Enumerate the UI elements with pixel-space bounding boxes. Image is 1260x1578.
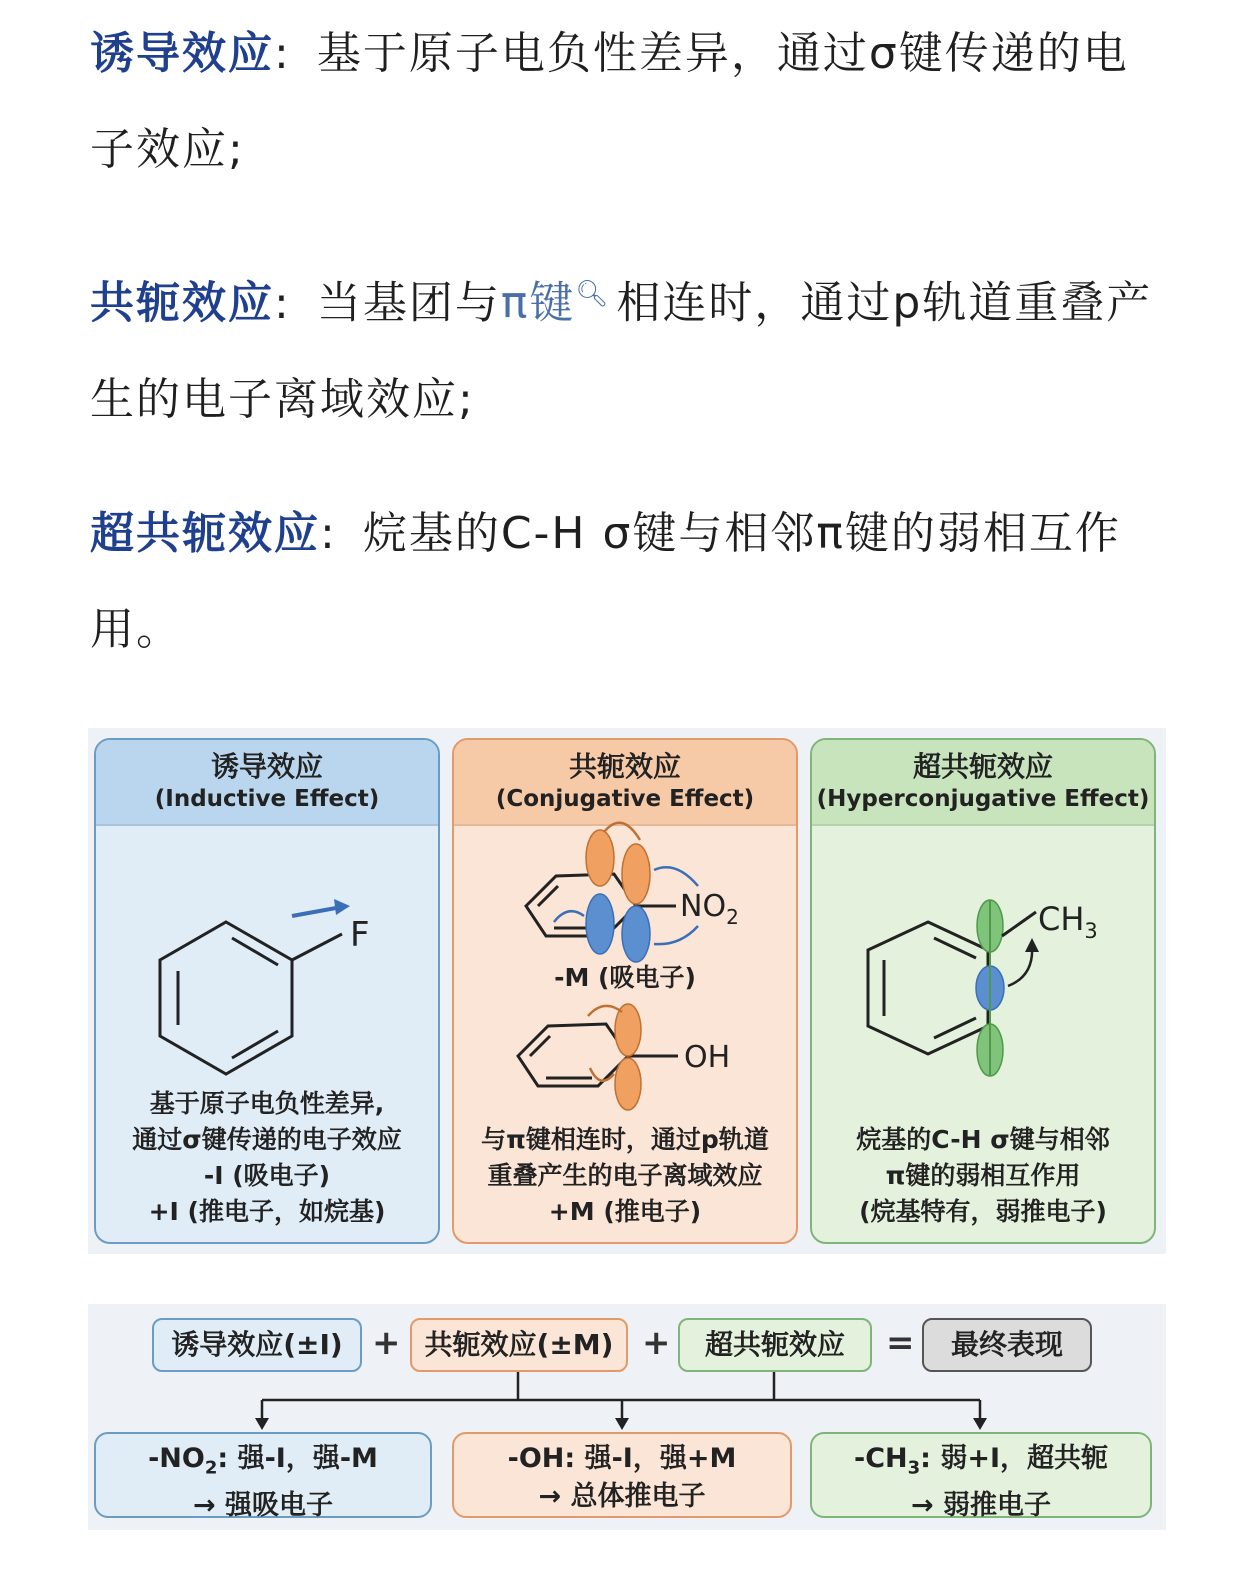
panel-hyperconjugative — [810, 738, 1156, 1244]
desc-line: -I (吸电子) — [203, 1161, 331, 1190]
plus-operator: + — [372, 1323, 401, 1363]
desc-line: (烷基特有，弱推电子) — [859, 1197, 1107, 1226]
arrow-head-icon — [334, 899, 350, 915]
hydroxyl-label: OH — [684, 1040, 731, 1075]
result-nitro — [94, 1432, 432, 1522]
search-icon[interactable]: 🔍︎ — [575, 279, 611, 309]
desc-line: 与π键相连时，通过p轨道 — [481, 1125, 769, 1154]
curved-arrow — [654, 926, 698, 944]
p-orbital-lobe — [586, 830, 614, 886]
result-methyl — [810, 1432, 1152, 1522]
methyl-label: $CH_3$ — [1038, 900, 1098, 943]
panel-title: 共轭效应 — [568, 750, 681, 783]
down-arrow-icon — [973, 1418, 987, 1430]
pi-bond-link[interactable]: π键 — [500, 277, 576, 329]
panel-title: 诱导效应 — [210, 750, 323, 783]
paragraph-conjugative — [90, 246, 1170, 448]
colon: : — [274, 28, 291, 79]
panel-inductive — [94, 738, 440, 1244]
result-hydroxyl — [452, 1432, 792, 1518]
term-inductive: 诱导效应 — [90, 28, 274, 79]
panel-subtitle: (Conjugative Effect) — [495, 786, 755, 812]
down-arrow-icon — [255, 1418, 269, 1430]
panel-conjugative — [452, 738, 798, 1244]
colon: : — [274, 277, 291, 329]
down-arrow-icon — [615, 1418, 629, 1430]
paragraph-body: 烷基的C-H σ键与相邻π键的弱相互作用。 — [90, 508, 1121, 655]
panel-title: 超共轭效应 — [912, 750, 1053, 783]
equals-operator: = — [886, 1323, 915, 1363]
flow-box-conjugative: 共轭效应(±M) — [410, 1318, 628, 1372]
result-line: $-CH_3$: 弱+I，超共轭 — [853, 1443, 1109, 1479]
term-conjugative: 共轭效应 — [90, 277, 274, 329]
result-line: $-NO_2$: 强-I，强-M — [148, 1443, 378, 1479]
desc-line: 烷基的C-H σ键与相邻 — [856, 1125, 1110, 1154]
colon: : — [320, 508, 337, 559]
p-orbital-lobe — [622, 906, 650, 962]
paragraph-body-b: 相连时，通过p轨道重叠产生的电子离域效应; — [90, 277, 1153, 425]
panel-subtitle: (Inductive Effect) — [154, 786, 380, 812]
term-hyperconjugative: 超共轭效应 — [90, 508, 320, 559]
p-orbital-lobe — [622, 844, 650, 904]
panel-description — [812, 1122, 1154, 1230]
desc-line: +I (推电子，如烷基) — [148, 1197, 386, 1226]
desc-line: +M (推电子) — [548, 1197, 702, 1226]
desc-line: 重叠产生的电子离域效应 — [487, 1161, 763, 1190]
paragraph-body: 基于原子电负性差异，通过σ键传递的电子效应; — [90, 28, 1129, 175]
desc-line: π键的弱相互作用 — [885, 1161, 1081, 1190]
panel-description — [96, 1086, 438, 1230]
result-line: -OH: 强-I，强+M — [507, 1443, 737, 1474]
arrow-shaft — [292, 908, 336, 916]
panel-subtitle: (Hyperconjugative Effect) — [816, 786, 1150, 812]
flow-box-hyperconjugative: 超共轭效应 — [678, 1318, 872, 1372]
result-line: → 总体推电子 — [538, 1481, 706, 1512]
fluorine-label: F — [350, 915, 370, 955]
flow-box-inductive: 诱导效应(±I) — [152, 1318, 362, 1372]
p-orbital-lobe — [615, 1004, 641, 1056]
minus-m-label: -M (吸电子) — [554, 963, 696, 992]
arrow-head-icon — [1025, 938, 1039, 952]
paragraph-body-a: 当基团与 — [316, 277, 501, 329]
desc-line: 基于原子电负性差异, — [149, 1089, 385, 1118]
flow-box-final: 最终表现 — [922, 1318, 1092, 1372]
result-line: → 弱推电子 — [910, 1490, 1052, 1522]
summary-flow — [88, 1304, 1166, 1530]
curved-arrow — [654, 867, 698, 886]
nitro-label: $NO_2$ — [680, 889, 739, 929]
desc-line: 通过σ键传递的电子效应 — [132, 1125, 402, 1154]
paragraph-inductive — [90, 6, 1170, 198]
curved-arrow — [554, 911, 584, 922]
effects-figure — [88, 728, 1166, 1254]
panel-description — [454, 1122, 796, 1230]
p-orbital-lobe — [586, 894, 614, 954]
paragraph-hyperconjugative — [90, 486, 1170, 678]
result-line: → 强吸电子 — [192, 1490, 334, 1522]
plus-operator: + — [642, 1323, 671, 1363]
p-orbital-lobe — [615, 1058, 641, 1110]
